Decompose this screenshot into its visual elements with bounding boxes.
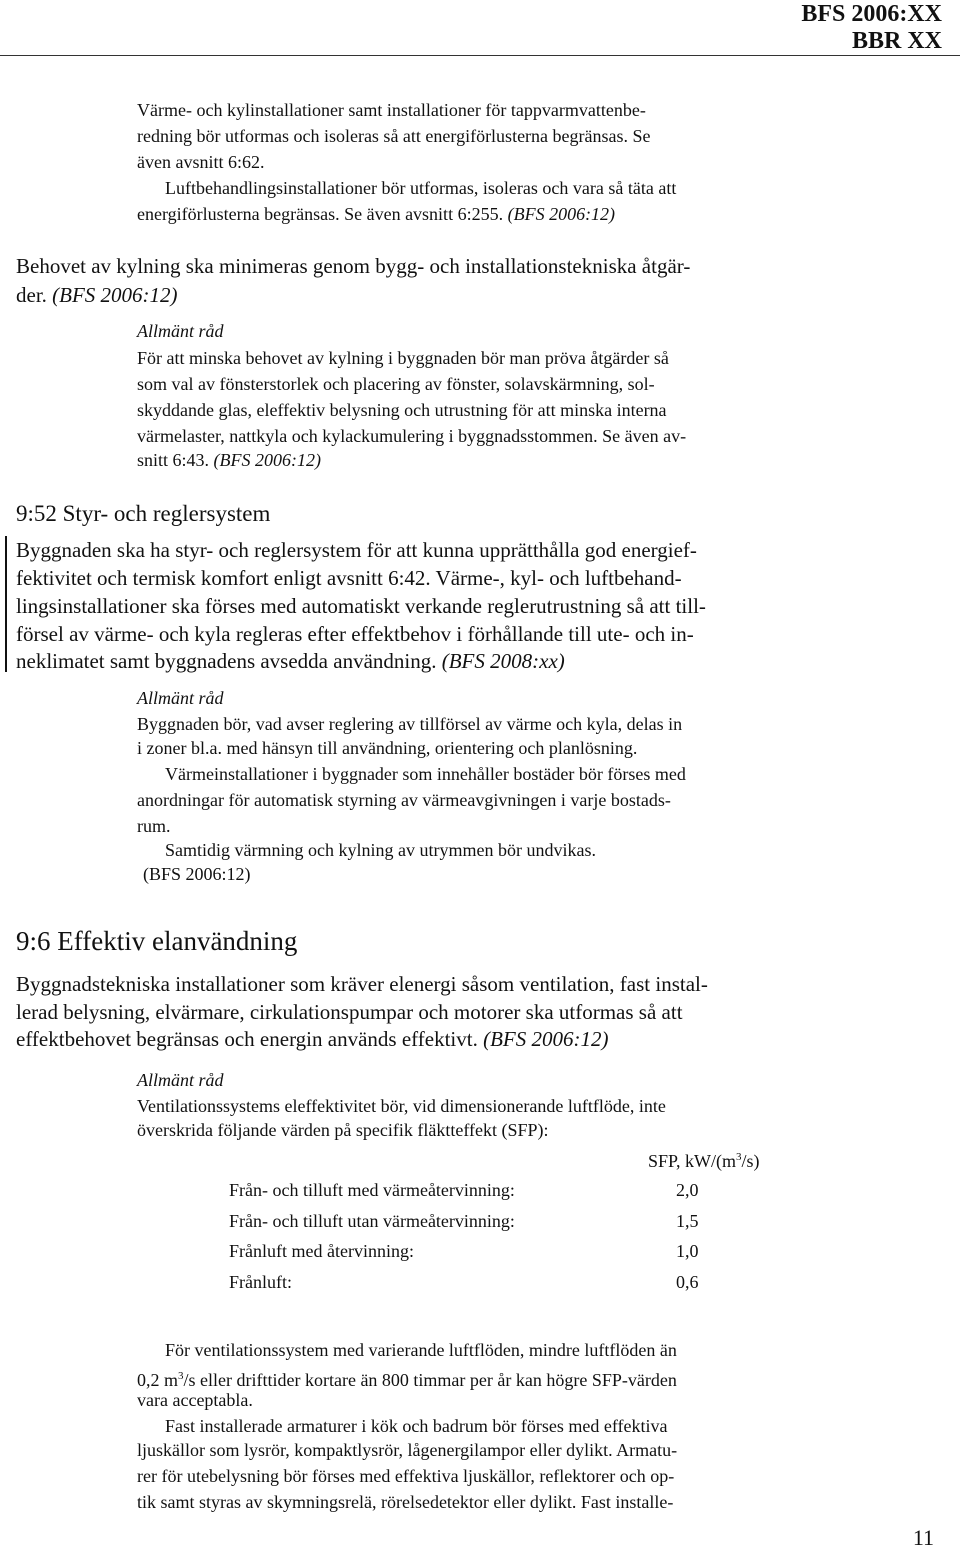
advice2-line: rum. (137, 816, 171, 836)
sfp-row-label: Frånluft med återvinning: (229, 1241, 414, 1261)
sfp-unit-pre: SFP, kW/(m (648, 1151, 737, 1171)
section-title: 9:52 Styr- och reglersystem (16, 501, 271, 526)
advice1-line: som val av fönsterstorlek och placering av fönster, solavskärmning, sol- (137, 374, 655, 394)
intro-line: även avsnitt 6:62. (137, 152, 265, 172)
sfp-row-value: 1,5 (676, 1211, 699, 1231)
cooling-line: Behovet av kylning ska minimeras genom bygg- och installationstekniska åtgär- (16, 254, 691, 278)
intro-line: redning bör utformas och isoleras så att energiförlusterna begränsas. Se (137, 126, 651, 146)
intro-ref: (BFS 2006:12) (507, 204, 616, 224)
sfp-unit-sup: 3 (736, 1151, 742, 1163)
section952-line: Byggnaden ska ha styr- och reglersystem för att kunna upprätthålla god energief- (16, 538, 697, 562)
section952-line: lingsinstallationer ska förses med automatiskt verkande reglerutrustning så att till- (16, 594, 706, 618)
sfp-row-value: 1,0 (676, 1241, 699, 1261)
advice3-para1-line: För ventilationssystem med varierande luftflöden, mindre luftflöden än (165, 1340, 677, 1360)
intro-line: Värme- och kylinstallationer samt installationer för tappvarmvattenbe- (137, 100, 646, 120)
section952-text: neklimatet samt byggnadens avsedda användning. (16, 649, 437, 673)
para1-post: /s eller drifttider kortare än 800 timmar per år kan högre SFP-värden (183, 1370, 677, 1390)
section952-line: försel av värme- och kyla regleras efter effektbehov i förhållande till ute- och in- (16, 622, 694, 646)
advice2-line: Värmeinstallationer i byggnader som innehåller bostäder bör förses med (165, 764, 686, 784)
section96-line: lerad belysning, elvärmare, cirkulationspumpar och motorer ska utformas så att (16, 1000, 683, 1024)
header-rule (0, 55, 960, 56)
cooling-text: der. (16, 283, 47, 307)
section96-line (16, 1025, 608, 1053)
section96-ref: (BFS 2006:12) (483, 1027, 609, 1051)
advice-heading: Allmänt råd (137, 688, 224, 708)
page-number: 11 (912, 1525, 934, 1550)
section952-line (16, 647, 565, 675)
advice1-line: skyddande glas, eleffektiv belysning och utrustning för att minska interna (137, 400, 667, 420)
advice1-line: värmelaster, nattkyla och kylackumulering i byggnadsstommen. Se även av- (137, 426, 687, 446)
section952-line: fektivitet och termisk komfort enligt avsnitt 6:42. Värme-, kyl- och luftbehand- (16, 566, 682, 590)
advice2-ref: (BFS 2006:12) (143, 864, 251, 884)
change-bar (5, 536, 7, 672)
advice-heading: Allmänt råd (137, 1070, 224, 1090)
section952-ref: (BFS 2008:xx) (441, 649, 565, 673)
sfp-row-label: Från- och tilluft utan värmeåtervinning: (229, 1211, 515, 1231)
sfp-unit-header (648, 1144, 760, 1174)
header-subcode: BBR XX (851, 28, 942, 54)
section-title: 9:6 Effektiv elanvändning (16, 926, 298, 956)
intro-text: energiförlusterna begränsas. Se även avsnitt 6:255. (137, 204, 504, 224)
advice3-para2-line: rer för utebelysning bör förses med effektiva ljuskällor, reflektorer och op- (137, 1466, 675, 1486)
sfp-row-value: 0,6 (676, 1272, 699, 1292)
header-code: BFS 2006:XX (801, 1, 942, 27)
advice2-line: i zoner bl.a. med hänsyn till användning, orientering och planlösning. (137, 738, 638, 758)
advice1-line: För att minska behovet av kylning i byggnaden bör man pröva åtgärder så (137, 348, 669, 368)
section96-text: effektbehovet begränsas och energin används effektivt. (16, 1027, 478, 1051)
advice2-line: Samtidig värmning och kylning av utrymmen bör undvikas. (165, 840, 596, 860)
para1-pre: 0,2 m (137, 1370, 179, 1390)
advice3-line: Ventilationssystems eleffektivitet bör, vid dimensionerande luftflöde, inte (137, 1096, 666, 1116)
cooling-ref: (BFS 2006:12) (52, 283, 178, 307)
advice3-para2-line: Fast installerade armaturer i kök och badrum bör förses med effektiva (165, 1416, 668, 1436)
sfp-row-label: Från- och tilluft med värmeåtervinning: (229, 1180, 515, 1200)
advice1-line (137, 447, 321, 473)
intro-line: Luftbehandlingsinstallationer bör utformas, isoleras och vara så täta att (165, 178, 677, 198)
advice3-para2-line: tik samt styras av skymningsrelä, rörelsedetektor eller dylikt. Fast installe- (137, 1492, 674, 1512)
cooling-line (16, 281, 178, 309)
section96-line: Byggnadstekniska installationer som kräver elenergi såsom ventilation, fast instal- (16, 972, 708, 996)
advice3-para1-line: vara acceptabla. (137, 1390, 253, 1410)
advice2-line: anordningar för automatisk styrning av värmeavgivningen i varje bostads- (137, 790, 671, 810)
sfp-unit-post: /s) (741, 1151, 760, 1171)
advice-heading: Allmänt råd (137, 321, 224, 341)
para1-sup: 3 (178, 1370, 184, 1382)
advice1-text: snitt 6:43. (137, 450, 210, 470)
advice3-line: överskrida följande värden på specifik fläktteffekt (SFP): (137, 1120, 549, 1140)
sfp-row-value: 2,0 (676, 1180, 699, 1200)
intro-line (137, 201, 615, 227)
advice1-ref: (BFS 2006:12) (213, 450, 321, 470)
advice3-para2-line: ljuskällor som lysrör, kompaktlysrör, lågenergilampor eller dylikt. Armatu- (137, 1440, 678, 1460)
advice2-line: Byggnaden bör, vad avser reglering av tillförsel av värme och kyla, delas in (137, 714, 683, 734)
sfp-row-label: Frånluft: (229, 1272, 292, 1292)
